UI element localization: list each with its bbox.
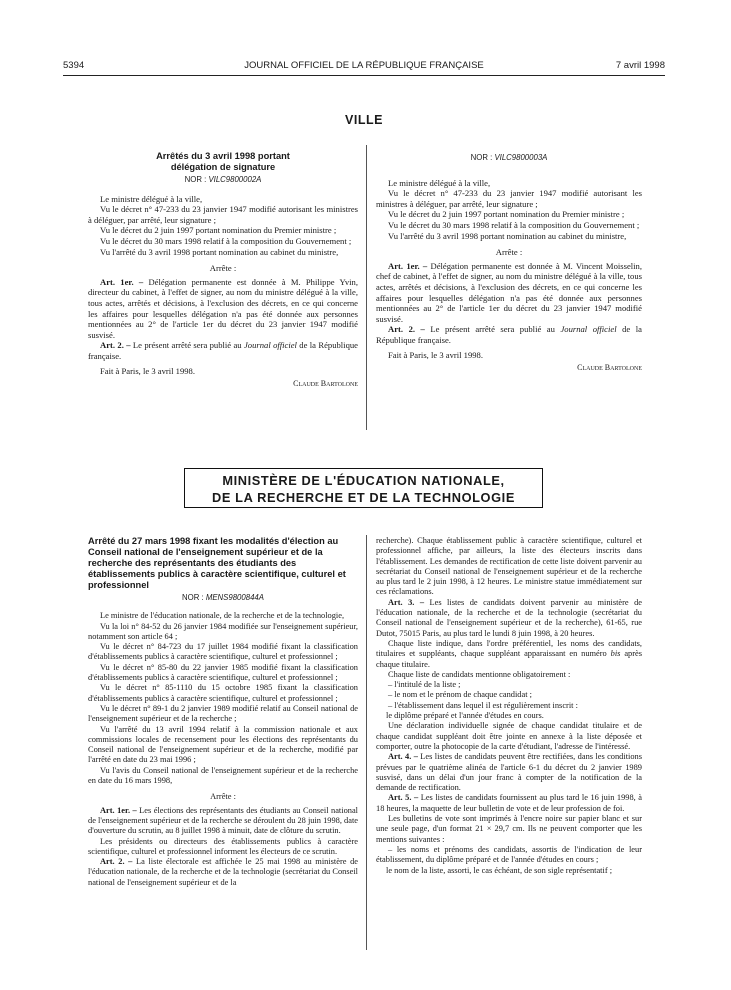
paragraph: Vu le décret n° 47-233 du 23 janvier 1947 modifié autorisant les ministres à déléguer, par arrêté, leur signature ; [88, 204, 358, 225]
arrete-3-nor: NOR : MENS9800844A [182, 593, 264, 602]
journal-title: JOURNAL OFFICIEL DE LA RÉPUBLIQUE FRANÇAISE [244, 60, 484, 71]
paragraph: Vu le décret n° 47-233 du 23 janvier 1947 modifié autorisant les ministres à déléguer, par arrêté, leur signature ; [376, 188, 642, 209]
arrete-1-nor: NOR : VILC9800002A [184, 175, 262, 184]
paragraph: Vu le décret du 30 mars 1998 relatif à la composition du Gouvernement ; [100, 235, 352, 246]
arrete-label: Arrête : [210, 792, 236, 802]
paragraph: Une déclaration individuelle signée de chaque candidat titulaire et de chaque candidat suppléant doit être jointe en annexe à la liste déposée et comporter, outre la photocopie de la carte d'étudiant, l'adresse de l'intéressé. [376, 721, 642, 751]
arrete-3-title: Arrêté du 27 mars 1998 fixant les modalités d'élection au Conseil national de l'enseignement supérieur et de la recherche des représentants des étudiants des établissements publics à caractère scientifique, culturel et professionnel [88, 536, 346, 590]
arrete-2 [376, 151, 642, 374]
paragraph: Chaque liste indique, dans l'ordre préférentiel, les noms des candidats, titulaires et suppléants, chaque suppléant apparaissant en numéro bis après chaque titulaire. [376, 638, 643, 669]
list-item: – les noms et prénoms des candidats, assortis de l'indication de leur établissement, du diplôme préparé et de l'année d'études en cours ; [376, 844, 642, 865]
paragraph: Vu le décret du 2 juin 1997 portant nomination du Premier ministre ; [388, 209, 625, 220]
arrete-3 [88, 536, 358, 888]
paragraph: Vu le décret n° 84-723 du 17 juillet 1984 modifié fixant la classification d'établissements publics à caractère scientifique, culturel et professionnel ; [88, 642, 358, 662]
paragraph: Vu le décret du 2 juin 1997 portant nomination du Premier ministre ; [100, 225, 337, 236]
signature: Claude Bartolone [293, 379, 358, 389]
ministry-line-2: DE LA RECHERCHE ET DE LA TECHNOLOGIE [212, 490, 515, 505]
article-2: Art. 2. – La liste électorale est affichée le 25 mai 1998 au ministère de l'éducation nationale, de la recherche et de la technologie (secrétariat du Conseil national de l'enseignement supérieur et de la [88, 857, 358, 887]
list-item: – l'établissement dans lequel il est régulièrement inscrit : [388, 700, 578, 710]
paragraph: Le ministre de l'éducation nationale, de la recherche et de la technologie, [100, 611, 345, 621]
list-item: le diplôme préparé et l'année d'études en cours. [386, 711, 544, 721]
list-item: le nom de la liste, assorti, le cas échéant, de son sigle représentatif ; [386, 865, 613, 875]
ministry-box [184, 468, 543, 508]
section-title: VILLE [345, 113, 383, 127]
paragraph: Vu l'arrêté du 3 avril 1998 portant nomination au cabinet du ministre, [100, 246, 339, 257]
arrete-3-continued [376, 536, 642, 876]
ministry-line-1: MINISTÈRE DE L'ÉDUCATION NATIONALE, [222, 473, 505, 488]
column-divider [366, 535, 367, 950]
paragraph: Vu le décret n° 85-80 du 22 janvier 1985 modifié fixant la classification d'établissements publics à caractère scientifique, culturel et professionnel ; [88, 662, 358, 683]
article-2: Art. 2. – Le présent arrêté sera publié au Journal officiel de la République française. [88, 340, 358, 361]
list-item: – le nom et le prénom de chaque candidat ; [388, 690, 532, 700]
article-4: Art. 4. – Les listes de candidats peuvent être rectifiées, dans les conditions prévues par le quatrième alinéa de l'article 6-1 du décret du 2 janvier 1989 susvisé, dans un délai d'un jour franc à compter de la notification de la demande de rectification. [376, 752, 642, 793]
paragraph: Vu l'arrêté du 13 avril 1994 relatif à la commission nationale et aux commissions locales de recensement pour les élections des représentants du Conseil national de l'enseignement supérieur et de la recherche, modifié par l'arrêté en date du 23 mai 1996 ; [88, 724, 358, 765]
header-rule [63, 75, 665, 76]
paragraph: Le ministre délégué à la ville, [388, 177, 491, 188]
paragraph: Vu le décret n° 89-1 du 2 janvier 1989 modifié relatif au Conseil national de l'enseignement supérieur et de la recherche ; [88, 703, 358, 724]
paragraph: Les présidents ou directeurs des établissements publics à caractère scientifique, culturel et professionnel informent les électeurs de ce scrutin. [88, 836, 358, 856]
arrete-2-nor: NOR : VILC9800003A [470, 153, 548, 162]
page-header [63, 60, 665, 74]
issue-date: 7 avril 1998 [615, 60, 665, 71]
paragraph: Vu l'arrêté du 3 avril 1998 portant nomination au cabinet du ministre, [388, 230, 627, 241]
fait-a-paris: Fait à Paris, le 3 avril 1998. [388, 349, 483, 360]
paragraph: recherche). Chaque établissement public à caractère scientifique, culturel et professionnel affiche, par ailleurs, la liste des électeurs inscrits dans l'établissement. Les demandes de rectification de cette liste doivent parvenir au secrétariat du Conseil national de l'enseignement supérieur et de la recherche au plus tard le 2 juin 1998, à 12 heures. Le ministre statue immédiatement sur ces réclamations. [376, 536, 642, 597]
paragraph: Chaque liste de candidats mentionne obligatoirement : [388, 669, 571, 679]
article-5: Art. 5. – Les listes de candidats fournissent au plus tard le 16 juin 1998, à 18 heures, la maquette de leur bulletin de vote et de leur profession de foi. [376, 793, 643, 813]
article-1: Art. 1er. – Délégation permanente est donnée à M. Vincent Moisselin, chef de cabinet, à l'effet de signer, au nom du ministre délégué à la ville, tous actes, arrêtés et décisions, à l'exclusion des décrets, en ce qui concerne les affaires pour lesquelles délégation n'a pas été donnée aux personnes mentionnées au 2° de l'article 1er du décret du 23 janvier 1947 modifié susvisé. [376, 260, 642, 324]
paragraph: Les bulletins de vote sont imprimés à l'encre noire sur papier blanc et sur une seule page, d'un format 21 × 29,7 cm. Ils ne peuvent comporter que les mentions suivantes : [376, 814, 642, 844]
arrete-1 [88, 151, 358, 390]
paragraph: Vu l'avis du Conseil national de l'enseignement supérieur et de la recherche en date du 16 mars 1998, [88, 765, 358, 786]
list-item: – l'intitulé de la liste ; [388, 680, 461, 690]
paragraph: Vu le décret n° 85-1110 du 15 octobre 1985 fixant la classification d'établissements publics à caractère scientifique, culturel et professionnel ; [88, 683, 358, 703]
arrete-label: Arrête : [209, 263, 237, 274]
arrete-1-title: Arrêtés du 3 avril 1998 portant délégation de signature [156, 151, 290, 172]
arrete-label: Arrête : [495, 247, 523, 258]
paragraph: Vu le décret du 30 mars 1998 relatif à la composition du Gouvernement ; [388, 219, 640, 230]
article-2: Art. 2. – Le présent arrêté sera publié au Journal officiel de la République française. [376, 324, 642, 345]
page-number: 5394 [63, 60, 85, 71]
signature: Claude Bartolone [577, 363, 642, 373]
fait-a-paris: Fait à Paris, le 3 avril 1998. [100, 365, 195, 376]
article-1: Art. 1er. – Les élections des représentants des étudiants au Conseil national de l'enseignement supérieur et de la recherche se déroulent du 28 juin 1998, date d'ouverture du scrutin, au 8 juillet 1998 à minuit, date de clôture du scrutin. [88, 805, 359, 836]
article-1: Art. 1er. – Délégation permanente est donnée à M. Philippe Yvin, directeur du cabinet, à l'effet de signer, au nom du ministre délégué à la ville, tous actes, arrêtés et décisions, à l'exclusion des décrets, en ce qui concerne les affaires pour lesquelles délégation n'a pas été donnée aux personnes mentionnées au 2° de l'article 1er du décret du 23 janvier 1947 modifié susvisé. [88, 276, 358, 340]
paragraph: Vu la loi n° 84-52 du 26 janvier 1984 modifiée sur l'enseignement supérieur, notamment son article 64 ; [88, 621, 358, 641]
paragraph: Le ministre délégué à la ville, [100, 193, 203, 204]
column-divider [366, 145, 367, 430]
article-3: Art. 3. – Les listes de candidats doivent parvenir au ministère de l'éducation nationale, de la recherche et de la technologie (secrétariat du Conseil national de l'enseignement supérieur et de la recherche), 61-65, rue Dutot, 75015 Paris, au plus tard le lundi 8 juin 1998, à 20 heures. [376, 597, 643, 638]
